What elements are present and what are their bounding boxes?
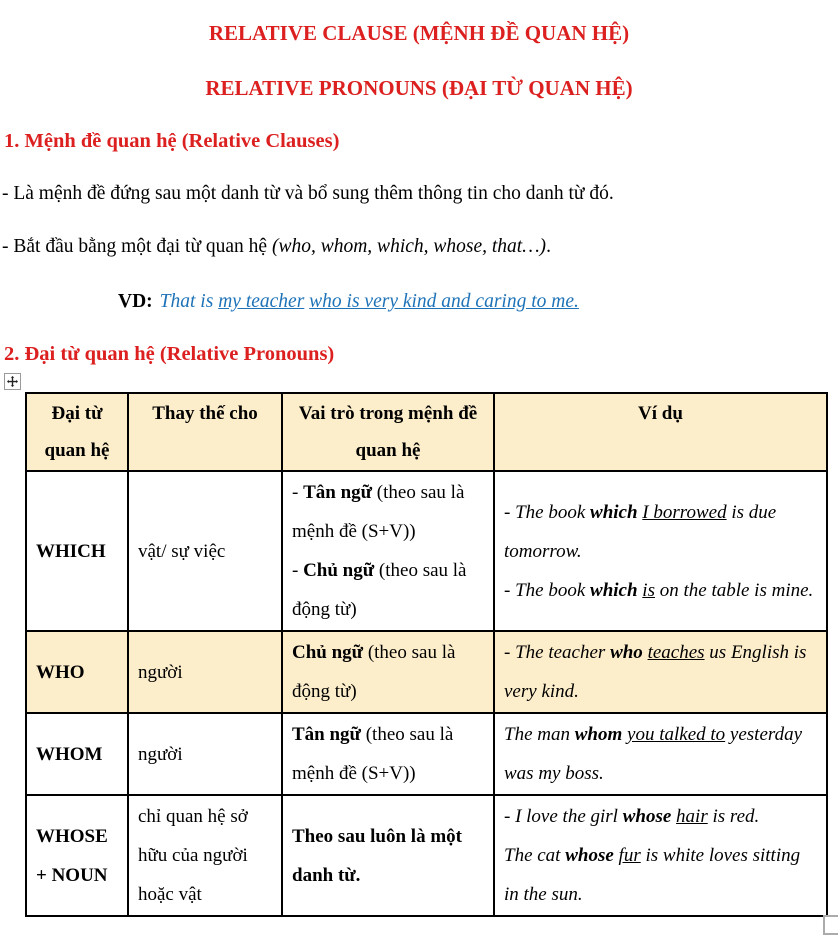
- replaces-cell: [128, 631, 282, 713]
- text-run: người: [138, 661, 183, 683]
- header-pronoun: Đại từ quan hệ: [26, 393, 128, 471]
- text-run: yesterday was my boss.: [504, 724, 803, 784]
- text-run: (theo sau là động từ): [292, 642, 456, 702]
- section2-heading: 2. Đại từ quan hệ (Relative Pronouns): [4, 343, 335, 365]
- relative-pronouns-table: [25, 392, 828, 917]
- replaces-cell: [128, 713, 282, 795]
- text-run: who: [610, 642, 643, 663]
- text-run: (theo sau là mệnh đề (S+V)): [292, 724, 454, 784]
- replaces-cell: [128, 471, 282, 631]
- text-run: on the table is mine.: [654, 579, 814, 601]
- section1-heading: 1. Mệnh đề quan hệ (Relative Clauses): [4, 130, 340, 152]
- text-run: -: [292, 482, 304, 503]
- text-run: vật/ sự việc: [138, 540, 226, 562]
- move-icon: [7, 376, 18, 387]
- pronoun-cell: [26, 471, 128, 631]
- text-run: us English is very kind.: [504, 642, 807, 702]
- text-run: + NOUN: [36, 864, 108, 886]
- table-header-row: [26, 393, 827, 471]
- text-run: whom: [574, 724, 623, 745]
- section1-point1: - Là mệnh đề đứng sau một danh từ và bổ sung thêm thông tin cho danh từ đó.: [2, 183, 614, 204]
- text-run: - I love the girl: [504, 806, 623, 827]
- role-cell: [282, 795, 494, 916]
- doc-title-line2: RELATIVE PRONOUNS (ĐẠI TỪ QUAN HỆ): [205, 76, 633, 100]
- text-run: WHICH: [36, 540, 106, 562]
- doc-title-line1: RELATIVE CLAUSE (MỆNH ĐỀ QUAN HỆ): [208, 21, 630, 45]
- text-run: người: [138, 743, 183, 765]
- role-cell: [282, 471, 494, 631]
- header-role: Vai trò trong mệnh đề quan hệ: [282, 393, 494, 471]
- pronoun-cell: [26, 713, 128, 795]
- text-run: whose: [565, 845, 614, 866]
- text-run: Theo sau luôn là một danh từ.: [292, 825, 462, 886]
- text-run: - The book: [504, 501, 591, 523]
- role-cell: [282, 713, 494, 795]
- text-run: That is: [159, 291, 219, 312]
- relative-pronouns-table-area: [25, 392, 826, 917]
- table-row: [26, 795, 827, 916]
- text-run: teaches: [647, 642, 705, 663]
- example-cell: [494, 795, 827, 916]
- example-cell: [494, 631, 827, 713]
- pronoun-cell: [26, 795, 128, 916]
- text-run: is red.: [707, 806, 760, 827]
- example-cell: [494, 471, 827, 631]
- text-run: WHOSE: [36, 825, 108, 847]
- text-run: you talked to: [627, 724, 726, 745]
- text-run: is white loves sitting in the sun.: [504, 845, 801, 905]
- text-run: is due tomorrow.: [504, 501, 777, 562]
- text-run: which: [590, 579, 638, 601]
- text-run: .: [546, 236, 551, 257]
- text-run: whose: [622, 806, 672, 827]
- text-run: The man: [504, 724, 575, 745]
- text-run: who is very kind and caring to me.: [309, 291, 579, 312]
- table-row: [26, 471, 827, 631]
- text-run: The cat: [504, 845, 566, 866]
- header-replaces: Thay thế cho: [128, 393, 282, 471]
- text-run: WHOM: [36, 743, 103, 765]
- example-cell: [494, 713, 827, 795]
- table-row: [26, 713, 827, 795]
- text-run: I borrowed: [642, 501, 727, 523]
- section1-example: [118, 289, 838, 315]
- text-run: - Bắt đầu bằng một đại từ quan hệ: [2, 236, 272, 257]
- table-row: [26, 631, 827, 713]
- text-run: fur: [618, 845, 641, 866]
- text-run: chỉ quan hệ sở hữu của người hoặc vật: [138, 806, 248, 905]
- text-run: (who, whom, which, whose, that…): [271, 236, 547, 257]
- replaces-cell: [128, 795, 282, 916]
- header-example: Ví dụ: [494, 393, 827, 471]
- text-run: Tân ngữ: [303, 482, 373, 503]
- text-run: my teacher: [218, 291, 305, 312]
- text-run: which: [590, 501, 638, 523]
- role-cell: [282, 631, 494, 713]
- text-run: Tân ngữ: [292, 724, 361, 745]
- text-run: hair: [676, 806, 708, 827]
- section1-point2: [2, 234, 838, 260]
- text-run: (theo sau là động từ): [292, 560, 467, 620]
- pronoun-cell: [26, 631, 128, 713]
- text-run: is: [642, 579, 655, 601]
- text-run: Chủ ngữ: [292, 642, 364, 663]
- table-move-handle[interactable]: [4, 373, 21, 390]
- example-label: VD:: [118, 291, 153, 312]
- example-text: [160, 291, 579, 312]
- text-run: - The book: [504, 579, 591, 601]
- text-run: -: [292, 560, 304, 581]
- table-body: [26, 471, 827, 916]
- text-run: WHO: [36, 661, 85, 683]
- text-run: (theo sau là mệnh đề (S+V)): [292, 482, 465, 542]
- table-resize-handle[interactable]: [823, 915, 838, 935]
- text-run: - The teacher: [504, 642, 611, 663]
- text-run: Chủ ngữ: [303, 560, 375, 581]
